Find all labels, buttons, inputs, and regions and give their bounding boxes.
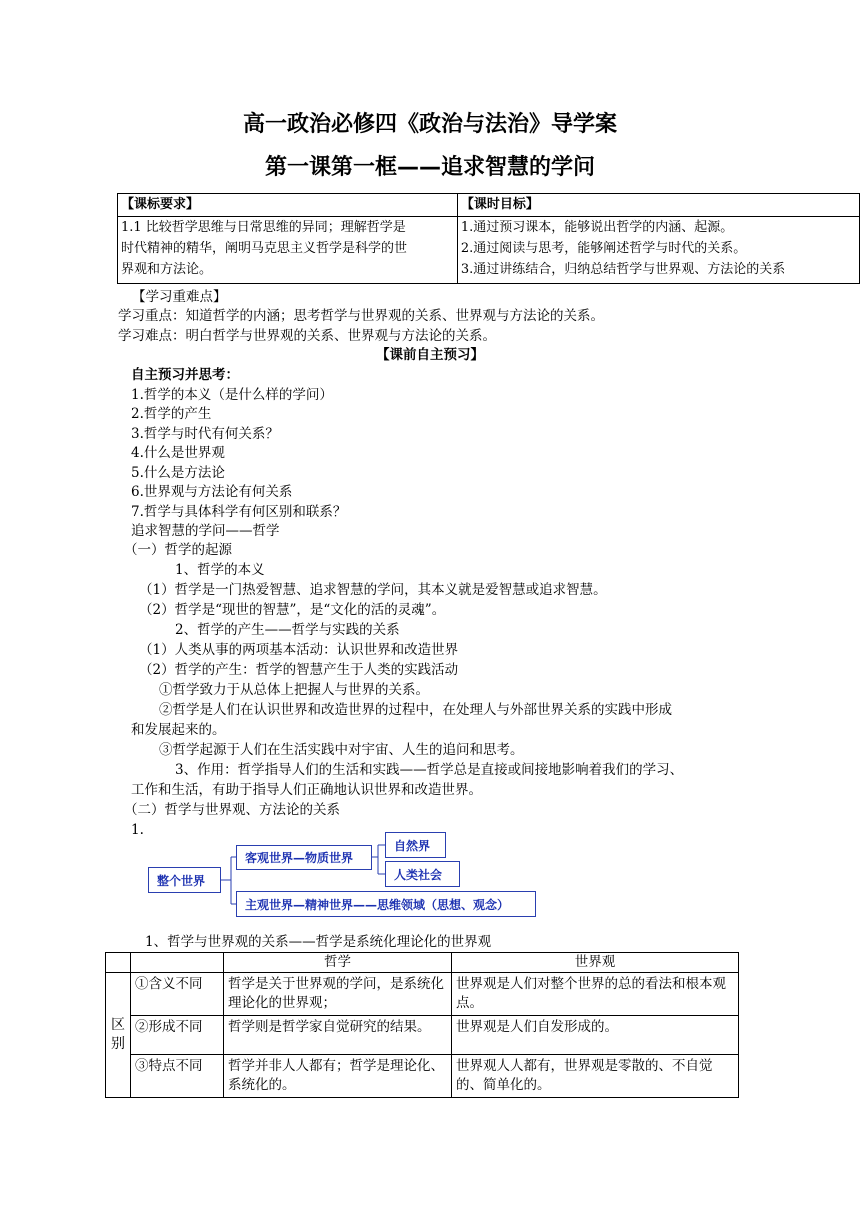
key-focus: 学习重点：知道哲学的内涵；思考哲学与世界观的关系、世界观与方法论的关系。 — [118, 308, 604, 324]
philosophy-header: 哲学 — [224, 953, 452, 973]
key-difficulty: 学习难点：明白哲学与世界观的关系、世界观与方法论的关系。 — [118, 327, 496, 344]
diagram-nature-node: 自然界 — [385, 832, 446, 858]
document-subtitle: 第一课第一框——追求智慧的学问 — [264, 155, 595, 180]
key-points-heading: 【学习重难点】 — [132, 289, 227, 305]
meaning-point-1: （1）哲学是一门热爱智慧、追求智慧的学问，其本义就是爱智慧或追求智慧。 — [139, 582, 607, 598]
function-line: 3、作用：哲学指导人们的生活和实践——哲学总是直接或间接地影响着我们的学习、 — [175, 762, 684, 778]
worldview-cell: 世界观是人们对整个世界的总的看法和根本观点。 — [452, 973, 739, 1016]
preview-question: 3.哲学与时代有何关系？ — [131, 425, 279, 442]
corner-cell — [106, 953, 131, 973]
preview-heading: 【课前自主预习】 — [376, 347, 484, 363]
section-origin: （一）哲学的起源 — [124, 542, 232, 558]
circle-point-2: ②哲学是人们在认识世界和改造世界的过程中，在处理人与外部世界关系的实践中形成 — [159, 702, 672, 718]
section-relation: （二）哲学与世界观、方法论的关系 — [124, 802, 340, 818]
preview-question: 5.什么是方法论 — [131, 464, 225, 481]
philosophy-cell: 哲学是关于世界观的学问，是系统化理论化的世界观； — [224, 973, 452, 1016]
standards-line: 1.1 比较哲学思维与日常思维的异同；理解哲学是 — [121, 220, 406, 235]
row-label: ①含义不同 — [131, 973, 224, 1016]
side-label-char: 别 — [111, 1036, 125, 1052]
circle-point-2-cont: 和发展起来的。 — [131, 722, 226, 738]
preview-question: 7.哲学与具体科学有何区别和联系？ — [131, 503, 347, 520]
goal-line: 1.通过预习课本，能够说出哲学的内涵、起源。 — [460, 220, 734, 235]
relation-heading: 1、哲学与世界观的关系——哲学是系统化理论化的世界观 — [145, 934, 492, 950]
document-title: 高一政治必修四《政治与法治》导学案 — [242, 112, 617, 137]
goal-line: 3.通过讲练结合，归纳总结哲学与世界观、方法论的关系 — [460, 262, 786, 277]
preview-question: 4.什么是世界观 — [131, 445, 225, 461]
comparison-table — [105, 952, 739, 1098]
standards-header: 【课标要求】 — [118, 194, 458, 217]
standards-line: 界观和方法论。 — [121, 262, 213, 277]
diagram-objective-node: 客观世界—物质世界 — [236, 845, 372, 870]
difference-side-label — [106, 973, 131, 1098]
topic-line: 追求智慧的学问——哲学 — [131, 523, 280, 539]
philosophy-cell: 哲学并非人人都有；哲学是理论化、系统化的。 — [224, 1055, 452, 1098]
preview-question: 6.世界观与方法论有何关系 — [131, 484, 293, 500]
lesson-goals-header: 【课时目标】 — [457, 194, 859, 217]
worldview-cell: 世界观是人们自发形成的。 — [452, 1016, 739, 1055]
function-line-cont: 工作和生活，有助于指导人们正确地认识世界和改造世界。 — [131, 782, 482, 798]
meaning-point-2: （2）哲学是“现世的智慧”，是“文化的活的灵魂”。 — [139, 602, 446, 618]
item-number: 1. — [131, 822, 144, 838]
circle-point-1: ①哲学致力于从总体上把握人与世界的关系。 — [159, 682, 429, 698]
diagram-society-node: 人类社会 — [385, 861, 460, 887]
emergence-point-2: （2）哲学的产生：哲学的智慧产生于人类的实践活动 — [139, 662, 459, 678]
diagram-root-node: 整个世界 — [148, 867, 221, 893]
standards-line: 时代精神的精华，阐明马克思主义哲学是科学的世 — [121, 241, 408, 256]
preview-question: 1.哲学的本义（是什么样的学问） — [131, 386, 333, 403]
worldview-header: 世界观 — [452, 953, 739, 973]
worldview-cell: 世界观人人都有，世界观是零散的、不自觉的、简单化的。 — [452, 1055, 739, 1098]
subsection-emergence: 2、哲学的产生——哲学与实践的关系 — [175, 622, 400, 638]
preview-subheading: 自主预习并思考： — [131, 367, 239, 383]
philosophy-cell: 哲学则是哲学家自觉研究的结果。 — [224, 1016, 452, 1055]
circle-point-3: ③哲学起源于人们在生活实践中对宇宙、人生的追问和思考。 — [159, 742, 524, 758]
goal-line: 2.通过阅读与思考，能够阐述哲学与时代的关系。 — [460, 241, 747, 256]
row-label: ③特点不同 — [131, 1055, 224, 1098]
diagram-subjective-node: 主观世界—精神世界——思维领域（思想、观念） — [236, 891, 536, 917]
label-header-cell — [131, 953, 224, 973]
preview-question: 2.哲学的产生 — [131, 406, 212, 422]
row-label: ②形成不同 — [131, 1016, 224, 1055]
subsection-meaning: 1、哲学的本义 — [175, 562, 265, 578]
emergence-point-1: （1）人类从事的两项基本活动：认识世界和改造世界 — [139, 642, 459, 658]
side-label-char: 区 — [111, 1017, 125, 1033]
